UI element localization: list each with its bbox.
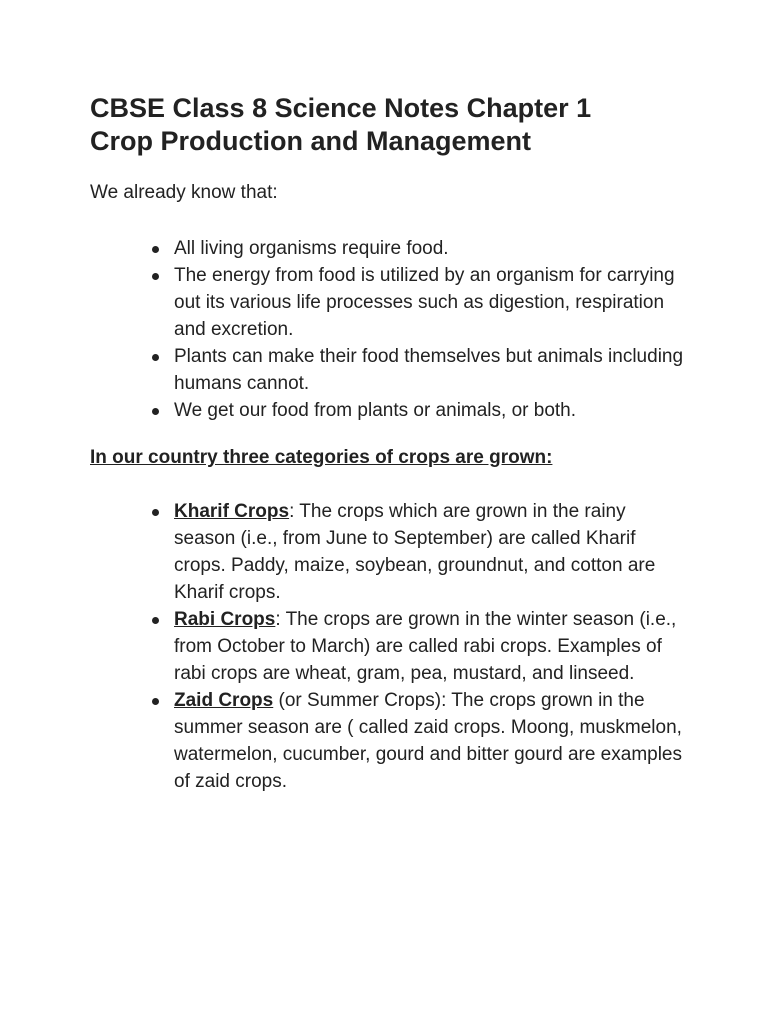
fact-item: We get our food from plants or animals, or both.	[174, 397, 684, 424]
crop-description: (or Summer Crops): The crops grown in the summer season are ( called zaid crops. Moong, muskmelon, watermelon, cucumber, gourd and bitter gourd are examples of zaid crops.	[174, 690, 682, 792]
crop-name: Zaid Crops	[174, 690, 274, 711]
title-line-1: CBSE Class 8 Science Notes Chapter 1	[90, 93, 592, 123]
crop-item-zaid	[174, 687, 684, 795]
fact-item: All living organisms require food.	[174, 235, 684, 262]
fact-item: Plants can make their food themselves but animals including humans cannot.	[174, 343, 684, 397]
crop-name: Kharif Crops	[174, 501, 290, 522]
crop-name: Rabi Crops	[174, 609, 276, 630]
fact-item: The energy from food is utilized by an organism for carrying out its various life processes such as digestion, respiration and excretion.	[174, 262, 684, 343]
crop-item-kharif	[174, 498, 684, 606]
intro-text: We already know that:	[90, 182, 278, 203]
title-line-2: Crop Production and Management	[90, 126, 532, 156]
facts-list	[90, 235, 708, 424]
crop-item-rabi	[174, 606, 684, 687]
page-title	[90, 92, 650, 158]
crop-description: : The crops which are grown in the rainy season (i.e., from June to September) are called Kharif crops. Paddy, maize, soybean, groundnut, and cotton are Kharif crops.	[174, 501, 656, 603]
section-heading: In our country three categories of crops are grown:	[90, 447, 553, 468]
crop-description: : The crops are grown in the winter season (i.e., from October to March) are called rabi crops. Examples of rabi crops are wheat, gram, pea, mustard, and linseed.	[174, 609, 677, 684]
crops-list	[90, 498, 708, 795]
